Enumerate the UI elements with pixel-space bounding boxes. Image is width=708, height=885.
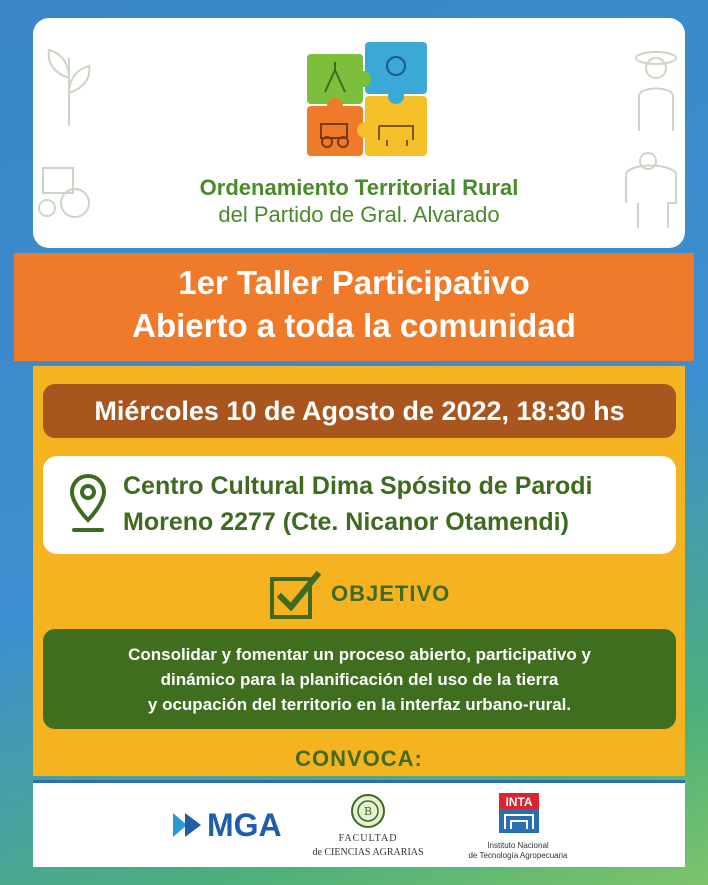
mga-logo	[171, 805, 301, 845]
header-title-line2: del Partido de Gral. Alvarado	[218, 202, 500, 227]
fca-text-line2: de CIENCIAS AGRARIAS	[312, 847, 424, 858]
fca-text-line1: FACULTAD	[338, 833, 398, 844]
objective-label: OBJETIVO	[331, 581, 451, 606]
location-pin-icon	[68, 472, 108, 536]
checkbox-check-icon	[269, 571, 321, 621]
objective-box	[43, 629, 676, 729]
place-box	[43, 456, 676, 554]
farmer-deco-icon	[629, 36, 683, 136]
objective-heading	[269, 571, 469, 621]
convoca-label: CONVOCA:	[295, 746, 423, 771]
inta-text-line1: Instituto Nacional	[487, 841, 549, 850]
date-box	[43, 384, 676, 438]
mga-arrow-icon	[171, 811, 205, 839]
header-card	[33, 18, 685, 248]
info-section	[33, 366, 685, 776]
objective-text-line3: y ocupación del territorio en la interfaz urbano-rural.	[147, 695, 572, 714]
inta-logo-icon	[499, 793, 539, 833]
fca-seal-icon	[350, 793, 386, 829]
inta-logo-text: INTA	[505, 795, 533, 809]
place-name: Centro Cultural Dima Spósito de Parodi	[123, 472, 593, 500]
fca-logo	[303, 791, 433, 863]
header-title-line1: Ordenamiento Territorial Rural	[199, 175, 519, 200]
place-address: Moreno 2277 (Cte. Nicanor Otamendi)	[123, 508, 569, 536]
event-date: Miércoles 10 de Agosto de 2022, 18:30 hs	[94, 396, 625, 426]
svg-text:B: B	[363, 805, 373, 818]
plant-deco-icon	[39, 38, 99, 128]
objective-text-line1: Consolidar y fomentar un proceso abierto, participativo y	[128, 645, 591, 664]
banner-line1: 1er Taller Participativo	[178, 264, 530, 301]
inta-logo	[443, 791, 593, 863]
inta-text-line2: de Tecnología Agropecuaria	[468, 851, 568, 860]
puzzle-logo-icon	[307, 42, 427, 157]
banner-line2: Abierto a toda la comunidad	[132, 307, 576, 344]
sponsors-bar	[33, 780, 685, 867]
objective-text-line2: dinámico para la planificación del uso de la tierra	[160, 670, 559, 689]
title-banner	[14, 253, 694, 361]
mga-text: MGA	[207, 807, 282, 843]
